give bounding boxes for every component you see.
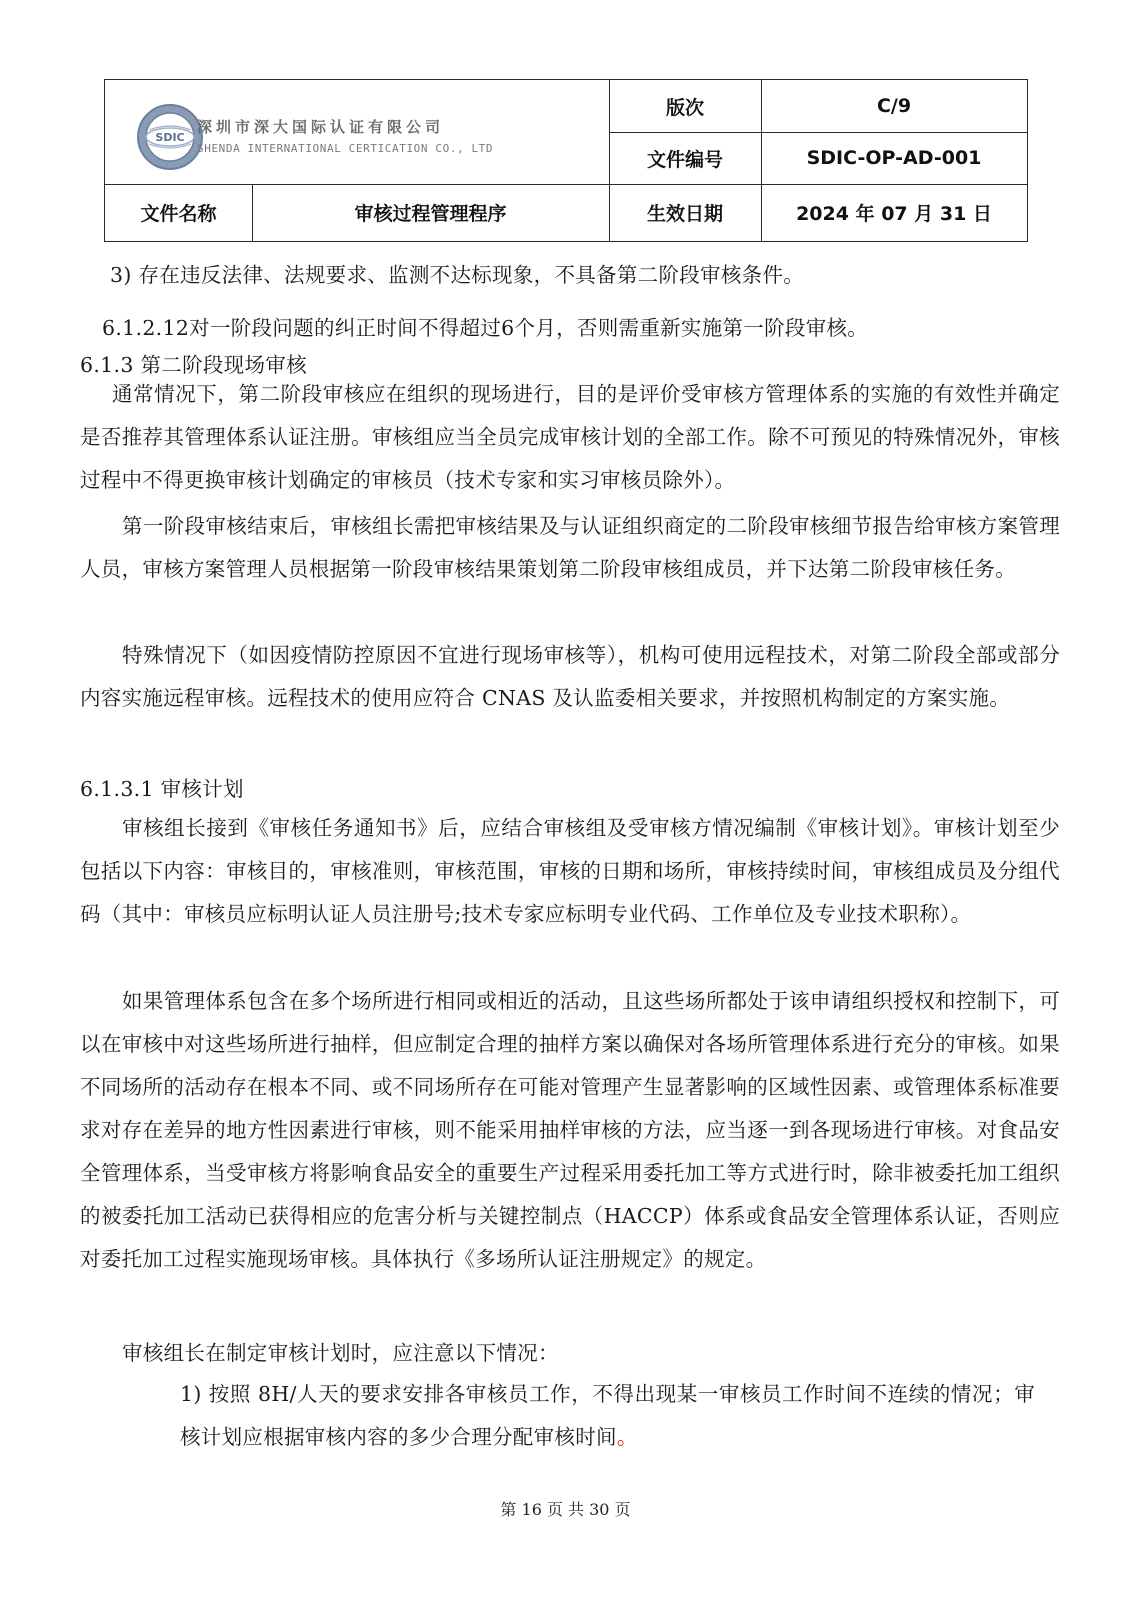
paragraph-multi-site: 如果管理体系包含在多个场所进行相同或相近的活动，且这些场所都处于该申请组织授权和控制下，可以在审核中对这些场所进行抽样，但应制定合理的抽样方案以确保对各场所管理体系进行充分的审核。如果不同场所的活动存在根本不同、或不同场所存在可能对管理产生显著影响的区域性因素、或管理体系标准要求对存在差异的地方性因素进行审核，则不能采用抽样审核的方法，应当逐一到各现场进行审核。对食品安全管理体系，当受审核方将影响食品安全的重要生产过程采用委托加工等方式进行时，除非被委托加工组织的被委托加工活动已获得相应的危害分析与关键控制点（HACCP）体系或食品安全管理体系认证，否则应对委托加工过程实施现场审核。具体执行《多场所认证注册规定》的规定。 [80, 989, 1060, 1271]
document-name-label: 文件名称 [140, 203, 217, 225]
sdic-seal-icon [135, 102, 205, 172]
clause-6-1-2-12: 6.1.2.12对一阶段问题的纠正时间不得超过6个月，否则需重新实施第一阶段审核。 [102, 316, 869, 340]
list-item-1: 1) 按照 8H/人天的要求安排各审核员工作，不得出现某一审核员工作时间不连续的情况；审核计划应根据审核内容的多少合理分配审核时间。 [180, 1382, 1035, 1449]
document-number-label: 文件编号 [646, 148, 723, 171]
paragraph-stage1-completion: 第一阶段审核结束后，审核组长需把审核结果及与认证组织商定的二阶段审核细节报告给审核方案管理人员，审核方案管理人员根据第一阶段审核结果策划第二阶段审核组成员，并下达第二阶段审核任务。 [80, 514, 1060, 581]
effective-date-value: 2024 年 07 月 31 日 [796, 203, 992, 225]
paragraph-remote-audit: 特殊情况下（如因疫情防控原因不宜进行现场审核等），机构可使用远程技术，对第二阶段全部或部分内容实施远程审核。远程技术的使用应符合 CNAS 及认监委相关要求，并按照机构制定的方案实施。 [80, 643, 1060, 710]
list-item-3: 3) 存在违反法律、法规要求、监测不达标现象，不具备第二阶段审核条件。 [110, 263, 805, 287]
paragraph-audit-plan: 审核组长接到《审核任务通知书》后，应结合审核组及受审核方情况编制《审核计划》。审核计划至少包括以下内容：审核目的，审核准则，审核范围，审核的日期和场所，审核持续时间，审核组成员及分组代码（其中：审核员应标明认证人员注册号;技术专家应标明专业代码、工作单位及专业技术职称）。 [80, 816, 1060, 926]
effective-date-label: 生效日期 [646, 203, 723, 225]
document-name-value: 审核过程管理程序 [354, 203, 507, 225]
section-heading-6-1-3-1: 6.1.3.1 审核计划 [80, 777, 244, 801]
page-footer: 第 16 页 共 30 页 [500, 1500, 631, 1519]
section-heading-6-1-3: 6.1.3 第二阶段现场审核 [80, 353, 307, 377]
company-name-cn: 深圳市深大国际认证有限公司 [197, 118, 445, 136]
paragraph-plan-notes: 审核组长在制定审核计划时，应注意以下情况： [122, 1341, 559, 1365]
svg-text:SDIC: SDIC [155, 131, 185, 144]
company-name-en: SHENDA INTERNATIONAL CERTICATION CO., LTD [197, 142, 494, 155]
version-value: C/9 [876, 95, 912, 117]
document-header-table [104, 79, 1028, 242]
company-logo [135, 102, 595, 172]
document-number-value: SDIC-OP-AD-001 [806, 147, 982, 169]
version-label: 版次 [665, 96, 704, 119]
paragraph-stage2-intro: 通常情况下，第二阶段审核应在组织的现场进行，目的是评价受审核方管理体系的实施的有效性并确定是否推荐其管理体系认证注册。审核组应当全员完成审核计划的全部工作。除不可预见的特殊情况外，审核过程中不得更换审核计划确定的审核员（技术专家和实习审核员除外）。 [80, 382, 1060, 492]
